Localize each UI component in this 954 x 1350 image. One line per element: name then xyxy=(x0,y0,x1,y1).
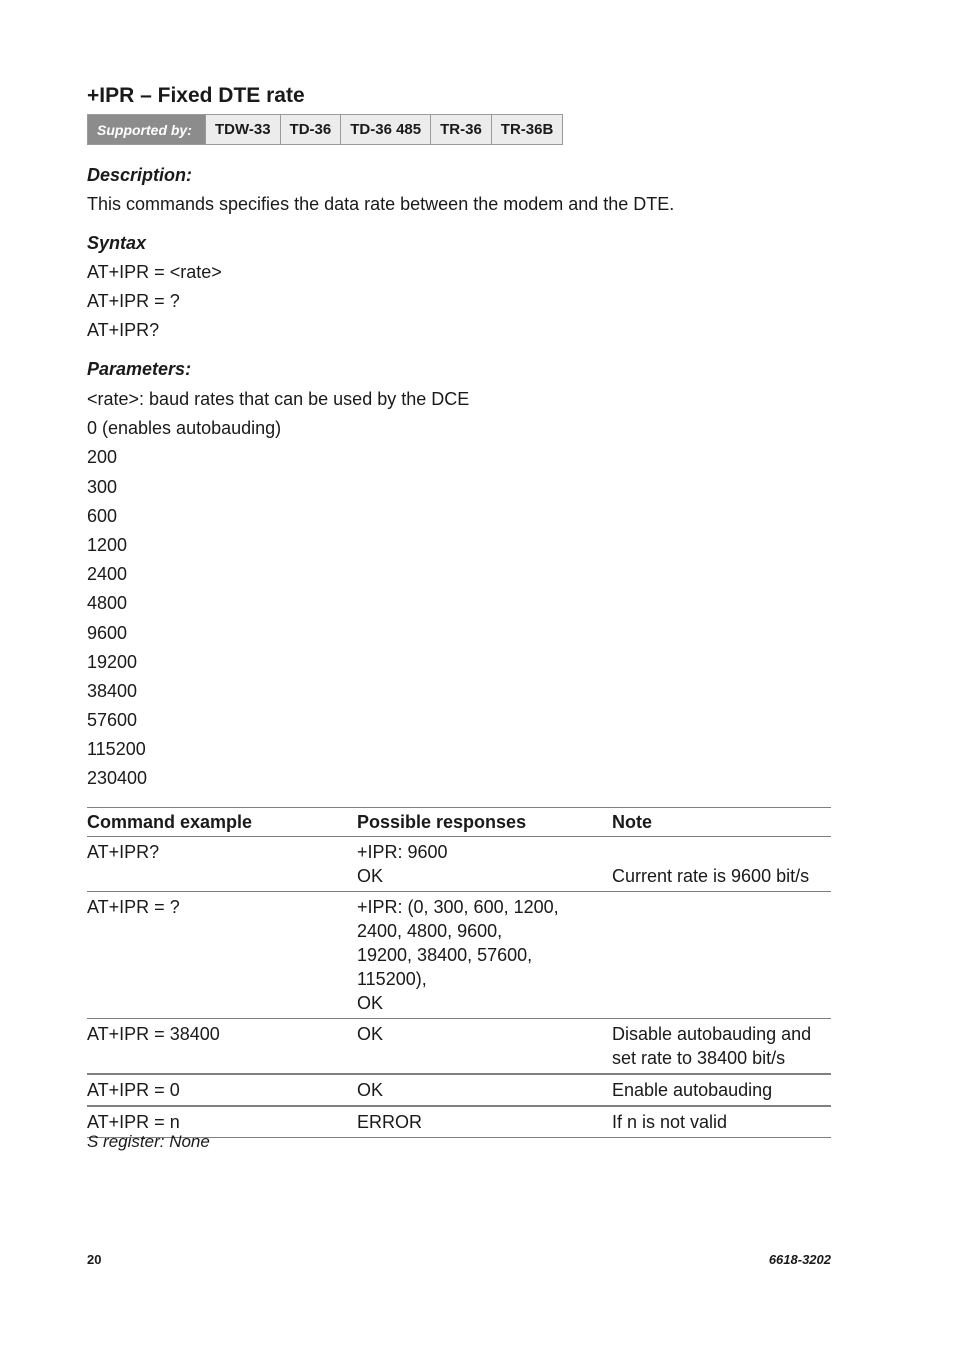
rate-value: 600 xyxy=(87,505,118,526)
note-cell: Disable autobauding and set rate to 38400 bit/s xyxy=(612,1024,812,1068)
column-header: Note xyxy=(612,812,652,832)
supported-by-label: Supported by: xyxy=(88,115,205,144)
rate-value: 4800 xyxy=(87,593,128,614)
s-register-note: S register: None xyxy=(87,1132,210,1151)
response-cell: +IPR: (0, 300, 600, 1200, 2400, 4800, 9600, 19200, 38400, 57600, 115200), OK xyxy=(357,897,559,1013)
note-cell xyxy=(612,892,831,1019)
column-header: Possible responses xyxy=(357,812,527,832)
parameter-intro: <rate>: baud rates that can be used by the DCE xyxy=(87,389,470,409)
command-cell: AT+IPR? xyxy=(87,842,160,862)
page-title: +IPR – Fixed DTE rate xyxy=(87,84,305,107)
rate-value: 38400 xyxy=(87,680,138,701)
note-cell xyxy=(612,837,831,892)
supported-by-bar xyxy=(87,114,563,145)
supported-model: TR-36 xyxy=(430,115,491,144)
rate-value: 0 (enables autobauding) xyxy=(87,418,282,439)
note-text: Current rate is 9600 bit/s xyxy=(612,866,810,886)
table-row xyxy=(87,1019,831,1075)
response-cell: +IPR: 9600 OK xyxy=(357,842,448,886)
note-cell: If n is not valid xyxy=(612,1112,728,1132)
parameter-list xyxy=(87,388,469,797)
response-cell: OK xyxy=(357,1080,384,1100)
syntax-line: AT+IPR = ? xyxy=(87,291,180,311)
rate-value: 57600 xyxy=(87,710,138,731)
table-row xyxy=(87,837,831,892)
table-row xyxy=(87,892,831,1019)
description-heading: Description: xyxy=(87,165,193,185)
command-cell: AT+IPR = n xyxy=(87,1112,180,1132)
command-cell: AT+IPR = 0 xyxy=(87,1080,180,1100)
syntax-line: AT+IPR? xyxy=(87,320,160,340)
supported-model: TR-36B xyxy=(491,115,563,144)
rate-value: 200 xyxy=(87,447,118,468)
rate-value: 9600 xyxy=(87,622,128,643)
supported-model: TD-36 485 xyxy=(340,115,430,144)
table-row xyxy=(87,1074,831,1106)
table-header-row xyxy=(87,808,831,837)
rate-value: 230400 xyxy=(87,768,148,789)
syntax-heading: Syntax xyxy=(87,233,147,253)
command-table xyxy=(87,807,831,1138)
column-header: Command example xyxy=(87,812,253,832)
command-cell: AT+IPR = 38400 xyxy=(87,1024,220,1044)
syntax-line: AT+IPR = <rate> xyxy=(87,262,222,282)
parameters-heading: Parameters: xyxy=(87,359,192,379)
note-cell: Enable autobauding xyxy=(612,1080,773,1100)
command-cell: AT+IPR = ? xyxy=(87,897,180,917)
response-cell: ERROR xyxy=(357,1112,423,1132)
rate-value: 300 xyxy=(87,476,118,497)
response-cell: OK xyxy=(357,1024,384,1044)
rate-value: 19200 xyxy=(87,651,138,672)
rate-value: 115200 xyxy=(87,739,146,760)
supported-model: TDW-33 xyxy=(205,115,280,144)
rate-value: 1200 xyxy=(87,534,128,555)
rate-value: 2400 xyxy=(87,564,128,585)
supported-model: TD-36 xyxy=(280,115,341,144)
page-number: 20 xyxy=(87,1252,102,1267)
document-number: 6618-3202 xyxy=(768,1252,831,1267)
description-text: This commands specifies the data rate between the modem and the DTE. xyxy=(87,194,675,214)
